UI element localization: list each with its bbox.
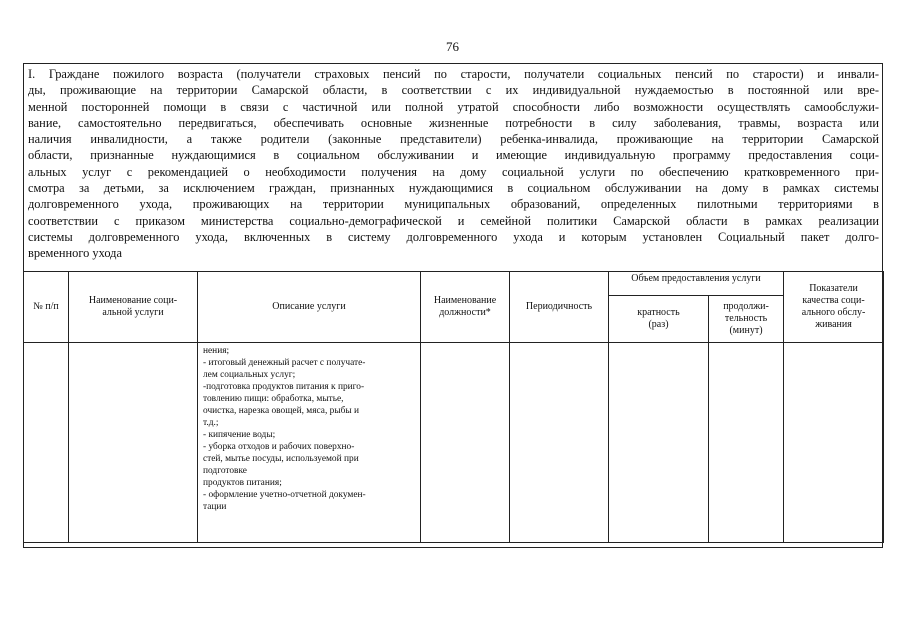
description-line: продуктов питания; (203, 478, 282, 488)
description-line: т.д.; (203, 418, 219, 428)
description-line: тации (203, 502, 227, 512)
intro-line: соответствии с приказом министерства социально-демографической и семейной политики Самарской области в рамках реализации (28, 213, 879, 228)
intro-line: ды, проживающие на территории Самарской области, в соответствии с их индивидуальной нуждаемостью в постоянной или вре- (28, 83, 879, 98)
intro-line: смотра за детьми, за исключением граждан, признанных нуждающимися в социальном обслуживании на дому в рамках системы (28, 181, 879, 196)
header-quality: Показатели качества соци- ального обслу- живания (784, 272, 884, 343)
intro-line: альных услуг с рекомендацией о необходимости получения на дому социальной услуги по обеспечению кратковременного при- (28, 164, 879, 179)
cell-periodicity (510, 343, 609, 543)
page-number: 76 (446, 39, 459, 54)
description-line: нения; (203, 346, 230, 356)
header-periodicity: Периодичность (510, 272, 609, 343)
header-number: № п/п (24, 272, 69, 343)
header-position: Наименование должности* (421, 272, 510, 343)
description-line: - оформление учетно-отчетной докумен- (203, 490, 366, 500)
header-volume: Объем предоставления услуги (609, 272, 784, 296)
intro-line: временного ухода (28, 246, 122, 261)
intro-line: области, признанные нуждающимися в социальном обслуживании и имеющие индивидуальную программу предоставления соци- (28, 148, 879, 163)
header-service-name: Наименование соци- альной услуги (69, 272, 198, 343)
description-line: - кипячение воды; (203, 430, 276, 440)
description-line: -подготовка продуктов питания к приго- (203, 382, 365, 392)
cell-number (24, 343, 69, 543)
cell-frequency (609, 343, 709, 543)
header-description: Описание услуги (198, 272, 421, 343)
document-frame (23, 63, 883, 548)
header-frequency: кратность (раз) (609, 296, 709, 343)
description-line: подготовке (203, 466, 247, 476)
description-line: очистка, нарезка овощей, мяса, рыбы и (203, 406, 360, 416)
services-table (23, 271, 884, 543)
description-line: лем социальных услуг; (203, 370, 296, 380)
cell-duration (709, 343, 784, 543)
description-line: товлению пищи: обработка, мытье, (203, 394, 344, 404)
intro-line: менной посторонней помощи в связи с частичной или полной утратой способности либо возможности осуществлять самообслужи- (28, 99, 879, 114)
cell-quality (784, 343, 884, 543)
header-duration: продолжи- тельность (минут) (709, 296, 784, 343)
description-line: - итоговый денежный расчет с получате- (203, 358, 366, 368)
cell-position (421, 343, 510, 543)
description-line: - уборка отходов и рабочих поверхно- (203, 442, 355, 452)
cell-description (198, 343, 421, 543)
cell-service-name (69, 343, 198, 543)
intro-line: наличия инвалидности, а также родители (законные представители) ребенка-инвалида, проживающие на территории Самарской (28, 132, 879, 147)
intro-line: долговременного ухода, проживающих на территории муниципальных образований, определенных пилотными территориями в (28, 197, 879, 212)
category-description (28, 66, 879, 262)
intro-line: вание, самостоятельно передвигаться, обеспечивать основные жизненные потребности в силу заболевания, травмы, возраста или (28, 115, 879, 130)
intro-line: I. Граждане пожилого возраста (получатели страховых пенсий по старости, получатели социальных пенсий по старости) и инвали- (28, 67, 879, 81)
description-line: стей, мытье посуды, используемой при (203, 454, 359, 464)
intro-line: системы долговременного ухода, включенных в систему долговременного ухода и которым установлен Социальный пакет долго- (28, 229, 879, 244)
